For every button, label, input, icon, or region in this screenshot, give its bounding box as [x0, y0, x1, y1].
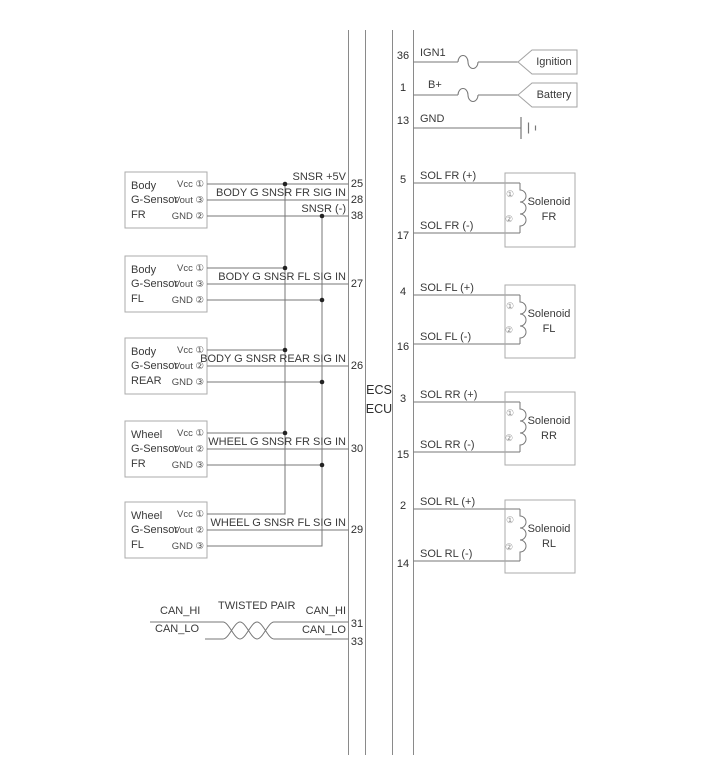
wheel-fr-signal-label: WHEEL G SNSR FR SIG IN	[208, 436, 346, 448]
pin-26: 26	[350, 360, 364, 372]
pin-17: 17	[396, 230, 410, 242]
sensor-pin-vcc: Vcc ①	[177, 345, 204, 356]
sensor-title: Wheel	[131, 510, 163, 522]
can-hi-left-label: CAN_HI	[160, 605, 201, 617]
junction-dots	[283, 182, 325, 468]
terminal-1-marker: ①	[506, 189, 515, 199]
solenoid-rl-coil-icon	[520, 509, 526, 561]
terminal-1-marker: ①	[506, 408, 515, 418]
solenoid-fl-box	[505, 285, 575, 358]
pin-13: 13	[396, 115, 410, 127]
twisted-pair-label: TWISTED PAIR	[218, 600, 296, 612]
pin-5: 5	[399, 174, 407, 186]
solenoid-name: FL	[542, 323, 556, 335]
sensor-title: Body	[131, 180, 157, 192]
sensor-pin-vcc: Vcc ①	[177, 263, 204, 274]
solenoid-name: Solenoid	[527, 196, 571, 208]
solenoid-name: RR	[541, 430, 557, 442]
sensor-pin-vout: Vout ②	[173, 361, 204, 372]
ignition-tag-label: Ignition	[536, 56, 572, 68]
sol-fr-plus-label: SOL FR (+)	[420, 170, 477, 182]
pin-16: 16	[396, 341, 410, 353]
sol-fr-minus-label: SOL FR (-)	[420, 220, 474, 232]
sensor-pin-gnd: GND ②	[171, 295, 204, 306]
pin-30: 30	[350, 443, 364, 455]
solenoid-name: Solenoid	[527, 523, 571, 535]
sol-rl-plus-label: SOL RL (+)	[420, 496, 476, 508]
terminal-1-marker: ①	[506, 301, 515, 311]
sensor-title: G-Sensor	[131, 194, 179, 206]
terminal-2-marker: ②	[505, 325, 514, 335]
sensor-title: Body	[131, 346, 157, 358]
sol-fl-minus-label: SOL FL (-)	[420, 331, 472, 343]
pin-36: 36	[396, 50, 410, 62]
sensor-title: Wheel	[131, 429, 163, 441]
pin-27: 27	[350, 278, 364, 290]
sensor-pin-vout: Vout ②	[173, 525, 204, 536]
body-fr-signal-label: BODY G SNSR FR SIG IN	[216, 187, 346, 199]
solenoid-rr-box	[505, 392, 575, 465]
sensor-pin-vcc: Vcc ①	[177, 179, 204, 190]
twisted-pair-icon	[223, 622, 274, 639]
ign1-signal-label: IGN1	[420, 47, 446, 59]
sensor-pin-vcc: Vcc ①	[177, 509, 204, 520]
solenoid-name: FR	[541, 211, 557, 223]
solenoid-fr-coil-icon	[520, 183, 526, 233]
sensor-pin-gnd: GND ③	[171, 377, 204, 388]
pin-25: 25	[350, 178, 364, 190]
battery-tag-label: Battery	[536, 89, 572, 101]
solenoid-rl-box	[505, 500, 575, 573]
sensor-title: REAR	[131, 375, 162, 387]
pin-38: 38	[350, 210, 364, 222]
ecu-label-line1: ECS	[366, 383, 392, 397]
pin-28: 28	[350, 194, 364, 206]
pin-4: 4	[399, 286, 407, 298]
can-lo-right-label: CAN_LO	[301, 624, 346, 636]
sensor-title: FL	[131, 539, 144, 551]
bplus-signal-label: B+	[428, 79, 442, 91]
snsr-minus-label: SNSR (-)	[301, 203, 346, 215]
sensor-title: Body	[131, 264, 157, 276]
wheel-fl-signal-label: WHEEL G SNSR FL SIG IN	[210, 517, 346, 529]
ground-icon	[521, 117, 536, 139]
ecu-label-line2: ECU	[365, 402, 393, 416]
solenoid-name: RL	[541, 538, 557, 550]
pin-3: 3	[399, 393, 407, 405]
solenoid-rr-coil-icon	[520, 402, 526, 452]
terminal-2-marker: ②	[505, 433, 514, 443]
sensor-title: FR	[131, 458, 146, 470]
terminal-2-marker: ②	[505, 214, 514, 224]
sensor-pin-gnd: GND ③	[171, 541, 204, 552]
sensor-pin-vout: Vout ③	[173, 279, 204, 290]
can-hi-right-label: CAN_HI	[305, 605, 346, 617]
terminal-2-marker: ②	[505, 542, 514, 552]
solenoid-name: Solenoid	[527, 415, 571, 427]
ignition-fuse-icon	[458, 56, 478, 69]
body-fl-signal-label: BODY G SNSR FL SIG IN	[218, 271, 346, 283]
sensor-pin-vout: Vout ②	[173, 444, 204, 455]
pin-33: 33	[350, 636, 364, 648]
sol-rl-minus-label: SOL RL (-)	[420, 548, 473, 560]
snsr-5v-label: SNSR +5V	[292, 171, 346, 183]
can-lo-left-label: CAN_LO	[155, 623, 200, 635]
sensor-wires	[207, 184, 349, 546]
terminal-1-marker: ①	[506, 515, 515, 525]
body-rear-signal-label: BODY G SNSR REAR SIG IN	[200, 353, 346, 365]
sensor-title: G-Sensor	[131, 360, 179, 372]
solenoid-fr-box	[505, 173, 575, 247]
sol-rr-minus-label: SOL RR (-)	[420, 439, 475, 451]
battery-fuse-icon	[458, 89, 478, 102]
pin-15: 15	[396, 449, 410, 461]
pin-29: 29	[350, 524, 364, 536]
gnd-signal-label: GND	[420, 113, 445, 125]
sensor-title: G-Sensor	[131, 278, 179, 290]
pin-14: 14	[396, 558, 410, 570]
sol-rr-plus-label: SOL RR (+)	[420, 389, 478, 401]
sensor-title: G-Sensor	[131, 443, 179, 455]
pin-1: 1	[399, 82, 407, 94]
sensor-pin-gnd: GND ③	[171, 460, 204, 471]
solenoid-name: Solenoid	[527, 308, 571, 320]
sensor-pin-vcc: Vcc ①	[177, 428, 204, 439]
pin-2: 2	[399, 500, 407, 512]
sensor-pin-gnd: GND ②	[171, 211, 204, 222]
sensor-title: G-Sensor	[131, 524, 179, 536]
gnd-bus-line	[207, 216, 349, 546]
sol-fl-plus-label: SOL FL (+)	[420, 282, 474, 294]
sensor-title: FL	[131, 293, 144, 305]
sensor-pin-vout: Vout ③	[173, 195, 204, 206]
sensor-title: FR	[131, 209, 146, 221]
pin-31: 31	[350, 618, 364, 630]
